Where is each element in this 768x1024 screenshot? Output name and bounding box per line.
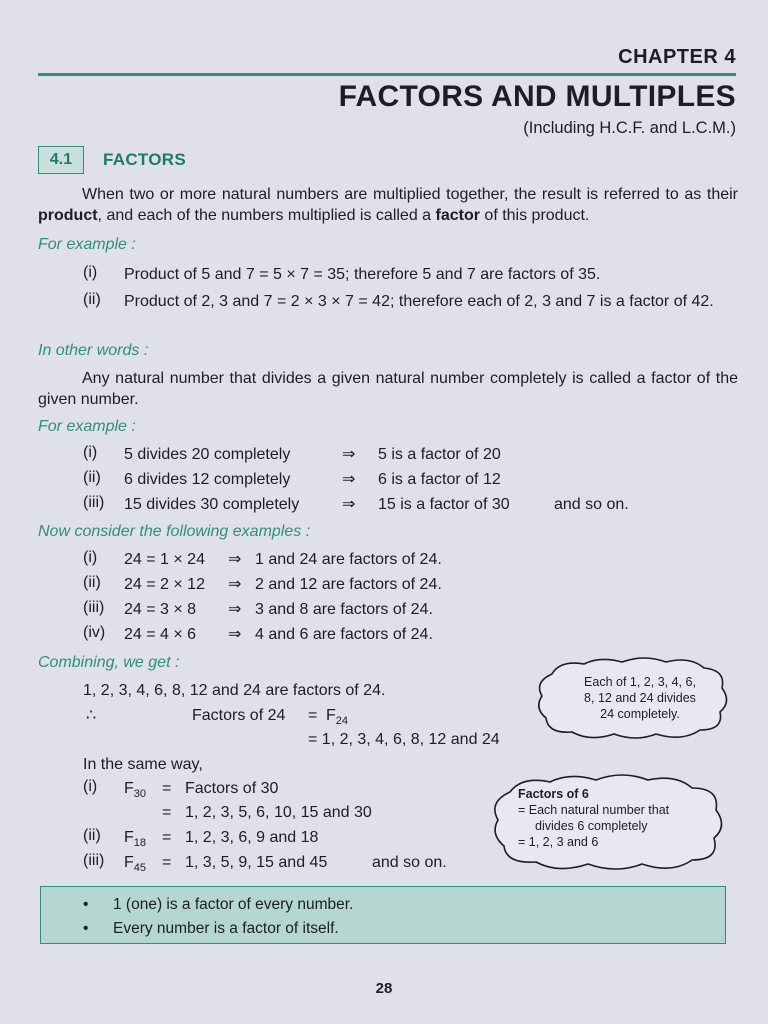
f-row-sub: 30 <box>133 788 147 801</box>
chapter-title: FACTORS AND MULTIPLES <box>338 80 736 113</box>
combining-heading: Combining, we get : <box>38 654 180 671</box>
f-row-eq: = <box>162 780 172 797</box>
bullet-icon: • <box>83 896 89 913</box>
f-row-value: 1, 2, 3, 5, 6, 10, 15 and 30 <box>185 804 372 821</box>
factor-pair-eq: 24 = 3 × 8 <box>124 601 197 618</box>
example-2-text: Product of 2, 3 and 7 = 2 × 3 × 7 = 42; therefore each of 2, 3 and 7 is a factor of 42. <box>124 293 714 310</box>
f24-base: F <box>326 707 336 724</box>
factor-pair-num: (i) <box>83 549 98 566</box>
factors-of-24-list: = 1, 2, 3, 4, 6, 8, 12 and 24 <box>308 731 500 748</box>
cloud1-line: 8, 12 and 24 divides <box>584 691 696 705</box>
factor-pair-result: 2 and 12 are factors of 24. <box>255 576 442 593</box>
divides-row-num: (i) <box>83 444 98 461</box>
equals-sign: = <box>308 707 318 724</box>
f-row-eq: = <box>162 804 172 821</box>
intro-text-3: of this product. <box>479 207 590 224</box>
note-item <box>83 896 353 914</box>
and-so-on: and so on. <box>554 496 629 513</box>
intro-text-2: , and each of the numbers multiplied is called a <box>97 207 436 224</box>
f24-sub: 24 <box>335 715 349 728</box>
example-1-num: (i) <box>83 264 98 281</box>
factor-pair-num: (ii) <box>83 574 101 591</box>
chapter-subtitle: (Including H.C.F. and L.C.M.) <box>523 119 736 137</box>
factor-pair-num: (iii) <box>83 599 105 616</box>
factor-pair-eq: 24 = 1 × 24 <box>124 551 205 568</box>
definition-paragraph <box>38 368 738 410</box>
intro-bold-product: product <box>38 207 98 224</box>
cloud2-title: Factors of 6 <box>518 787 589 801</box>
implies-arrow: ⇒ <box>342 496 356 513</box>
intro-bold-factor: factor <box>435 207 480 224</box>
f-row-base: F <box>124 780 134 797</box>
f-row-symbol <box>124 827 146 854</box>
divides-row-num: (iii) <box>83 494 105 511</box>
now-consider-heading: Now consider the following examples : <box>38 523 311 540</box>
factor-pair-eq: 24 = 2 × 12 <box>124 576 205 593</box>
f-row-symbol <box>124 852 146 879</box>
factor-pair-num: (iv) <box>83 624 106 641</box>
intro-text-1: When two or more natural numbers are multiplied together, the result is referred to as their <box>82 186 738 203</box>
f-row-symbol <box>124 778 146 805</box>
implies-arrow: ⇒ <box>228 601 242 618</box>
divides-row-right: 5 is a factor of 20 <box>378 446 501 463</box>
chapter-label: CHAPTER 4 <box>618 46 736 68</box>
f-row-eq: = <box>162 829 172 846</box>
f-row-num: (iii) <box>83 852 105 869</box>
page-number: 28 <box>375 980 393 997</box>
implies-arrow: ⇒ <box>228 551 242 568</box>
note-item-text: 1 (one) is a factor of every number. <box>113 896 354 913</box>
implies-arrow: ⇒ <box>228 626 242 643</box>
cloud2-line: = 1, 2, 3 and 6 <box>518 835 599 849</box>
section-number-box <box>38 146 84 174</box>
note-item <box>83 920 339 938</box>
combined-line: 1, 2, 3, 4, 6, 8, 12 and 24 are factors of 24. <box>83 682 386 699</box>
in-other-words-heading: In other words : <box>38 342 149 359</box>
f-row-num: (ii) <box>83 827 101 844</box>
f-row-base: F <box>124 854 134 871</box>
f-row-base: F <box>124 829 134 846</box>
note-item-text: Every number is a factor of itself. <box>113 920 339 937</box>
cloud2-line: divides 6 completely <box>535 819 648 833</box>
for-example-heading-1: For example : <box>38 236 136 253</box>
and-so-on: and so on. <box>372 854 447 871</box>
intro-paragraph <box>38 184 738 226</box>
factor-pair-result: 1 and 24 are factors of 24. <box>255 551 442 568</box>
f-row-sub: 18 <box>133 837 147 850</box>
cloud1-line: Each of 1, 2, 3, 4, 6, <box>584 675 696 689</box>
f-row-value: 1, 2, 3, 6, 9 and 18 <box>185 829 319 846</box>
divides-row-right: 6 is a factor of 12 <box>378 471 501 488</box>
factor-pair-result: 3 and 8 are factors of 24. <box>255 601 433 618</box>
divides-row-left: 5 divides 20 completely <box>124 446 291 463</box>
factors-of-24-label: Factors of 24 <box>192 707 286 724</box>
header-rule <box>38 73 736 76</box>
note-box <box>40 886 726 944</box>
cloud2-line: = Each natural number that <box>518 803 670 817</box>
example-2-num: (ii) <box>83 291 101 308</box>
section-title: FACTORS <box>103 150 187 169</box>
definition-text: Any natural number that divides a given natural number completely is called a factor of the given number. <box>38 370 738 408</box>
bullet-icon: • <box>83 920 89 937</box>
divides-row-right: 15 is a factor of 30 <box>378 496 510 513</box>
f-row-num: (i) <box>83 778 98 795</box>
same-way-line: In the same way, <box>83 756 203 773</box>
implies-arrow: ⇒ <box>228 576 242 593</box>
f-row-value: 1, 3, 5, 9, 15 and 45 <box>185 854 328 871</box>
factor-pair-result: 4 and 6 are factors of 24. <box>255 626 433 643</box>
section-number: 4.1 <box>49 151 73 168</box>
thought-cloud-1 <box>532 654 732 742</box>
divides-row-num: (ii) <box>83 469 101 486</box>
implies-arrow: ⇒ <box>342 446 356 463</box>
therefore-symbol: ∴ <box>86 707 97 724</box>
f-row-eq: = <box>162 854 172 871</box>
factor-pair-eq: 24 = 4 × 6 <box>124 626 197 643</box>
f-row-sub: 45 <box>133 862 147 875</box>
divides-row-left: 6 divides 12 completely <box>124 471 291 488</box>
f-row-value: Factors of 30 <box>185 780 279 797</box>
cloud1-line: 24 completely. <box>600 707 680 721</box>
thought-cloud-2 <box>488 770 728 874</box>
example-1-text: Product of 5 and 7 = 5 × 7 = 35; therefore 5 and 7 are factors of 35. <box>124 266 601 283</box>
for-example-heading-2: For example : <box>38 418 136 435</box>
implies-arrow: ⇒ <box>342 471 356 488</box>
divides-row-left: 15 divides 30 completely <box>124 496 300 513</box>
